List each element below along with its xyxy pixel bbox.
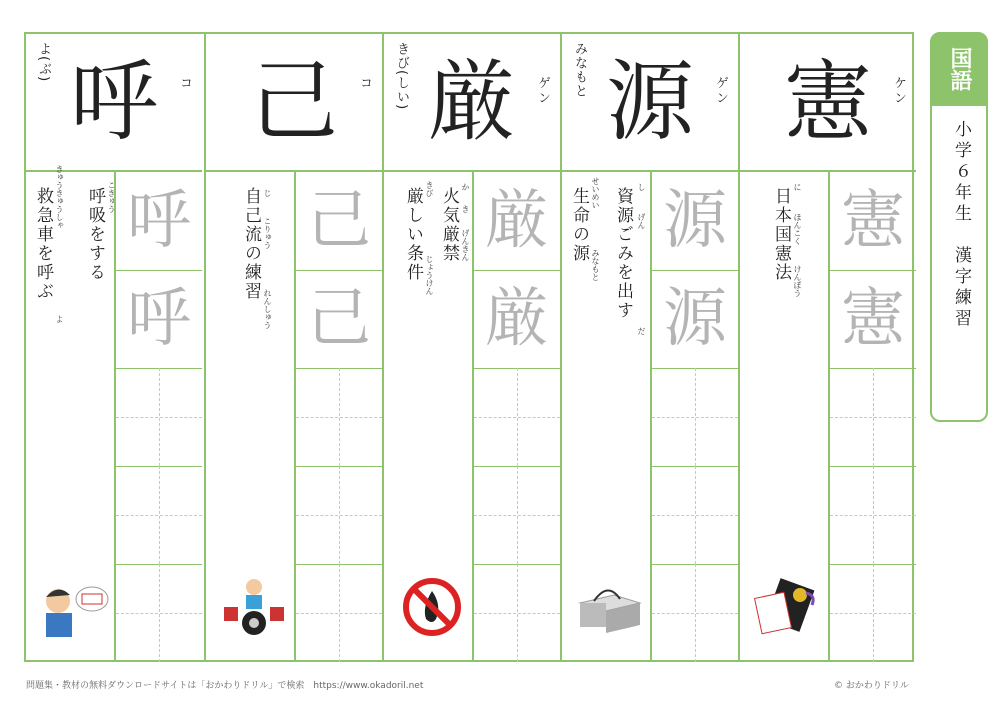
- trace-kanji: 厳: [485, 184, 549, 258]
- footer-note: 問題集・教材の無料ダウンロードサイトは「おかわりドリル」で検索 https://www.okadoril.net: [26, 681, 424, 691]
- kun-reading: よ(ぶ): [36, 42, 51, 83]
- kun-reading: きび(しい): [394, 42, 409, 111]
- furigana: きゅうきゅうしゃ: [55, 165, 64, 229]
- column-ken: [738, 34, 918, 660]
- kanji-large: 憲: [783, 50, 872, 153]
- example-word: 呼吸をする: [85, 187, 105, 282]
- footer-copyright: © おかわりドリル: [834, 681, 909, 691]
- example-word: 資源ごみを出す: [613, 187, 633, 320]
- furigana: じ: [263, 189, 272, 197]
- trace-kanji: 呼: [127, 282, 191, 356]
- example-area: [388, 177, 472, 647]
- furigana: げんきん: [461, 229, 470, 261]
- furigana: れんしゅう: [263, 289, 272, 329]
- on-reading: ケン: [891, 76, 906, 106]
- newspaper-bundle-illustration: [574, 577, 646, 637]
- furigana: ほんこく: [793, 213, 802, 245]
- practice-grid: [472, 172, 560, 660]
- trace-kanji: 憲: [841, 282, 905, 356]
- furigana: みなもと: [591, 249, 600, 281]
- furigana: し: [637, 183, 646, 191]
- column-yobu: [26, 34, 204, 660]
- trace-kanji: 己: [307, 184, 371, 258]
- kanji-header: [740, 34, 916, 172]
- example-word: 自己流の練習: [241, 187, 261, 301]
- furigana: よ: [55, 315, 64, 323]
- practice-grid: [828, 172, 916, 660]
- furigana: こきゅう: [107, 181, 116, 213]
- on-reading: コ: [177, 76, 192, 91]
- furigana: か: [461, 183, 470, 191]
- furigana: けんぽう: [793, 265, 802, 297]
- example-word: 生命の源: [569, 187, 589, 263]
- example-area: [566, 177, 650, 647]
- column-ko: [204, 34, 384, 660]
- furigana: に: [793, 183, 802, 191]
- on-reading: コ: [357, 76, 372, 91]
- example-word: 火気厳禁: [439, 187, 459, 263]
- furigana: きび: [425, 181, 434, 197]
- column-gen-kibi: [382, 34, 562, 660]
- furigana: せいめい: [591, 177, 600, 209]
- furigana: だ: [637, 327, 646, 335]
- kanji-header: [26, 34, 202, 172]
- practice-grid: [294, 172, 382, 660]
- trace-kanji: 己: [307, 282, 371, 356]
- example-area: [210, 177, 294, 647]
- constitution-document-illustration: [752, 577, 824, 637]
- kanji-large: 源: [605, 50, 694, 153]
- trace-kanji: 厳: [485, 282, 549, 356]
- furigana: げん: [637, 213, 646, 229]
- column-gen-minamoto: [560, 34, 740, 660]
- practice-sheet: [24, 32, 914, 662]
- kanji-header: [562, 34, 738, 172]
- example-word: 厳しい条件: [403, 187, 423, 282]
- practice-grid: [114, 172, 202, 660]
- worksheet-title: 小学６年生 漢字練習: [951, 120, 971, 330]
- kanji-header: [206, 34, 382, 172]
- subject-label-panel: [930, 32, 988, 422]
- kun-reading: みなもと: [572, 42, 587, 98]
- no-fire-sign-illustration: [396, 577, 468, 637]
- furigana: こりゅう: [263, 217, 272, 249]
- furigana: き: [461, 205, 470, 213]
- subject-tag: 国語: [930, 32, 988, 106]
- on-reading: ゲン: [713, 76, 728, 106]
- drummer-illustration: [218, 577, 290, 637]
- practice-grid: [650, 172, 738, 660]
- on-reading: ゲン: [535, 76, 550, 106]
- trace-kanji: 源: [663, 184, 727, 258]
- example-area: [30, 165, 116, 647]
- trace-kanji: 憲: [841, 184, 905, 258]
- example-word: 日本国憲法: [771, 187, 791, 282]
- kanji-large: 呼: [69, 50, 158, 153]
- kanji-large: 己: [249, 50, 338, 153]
- example-area: [744, 177, 828, 647]
- kanji-header: [384, 34, 560, 172]
- furigana: じょうけん: [425, 255, 434, 295]
- trace-kanji: 源: [663, 282, 727, 356]
- ambulance-call-illustration: [38, 577, 110, 637]
- kanji-large: 厳: [427, 50, 516, 153]
- trace-kanji: 呼: [127, 184, 191, 258]
- example-word: 救急車を呼ぶ: [33, 187, 53, 301]
